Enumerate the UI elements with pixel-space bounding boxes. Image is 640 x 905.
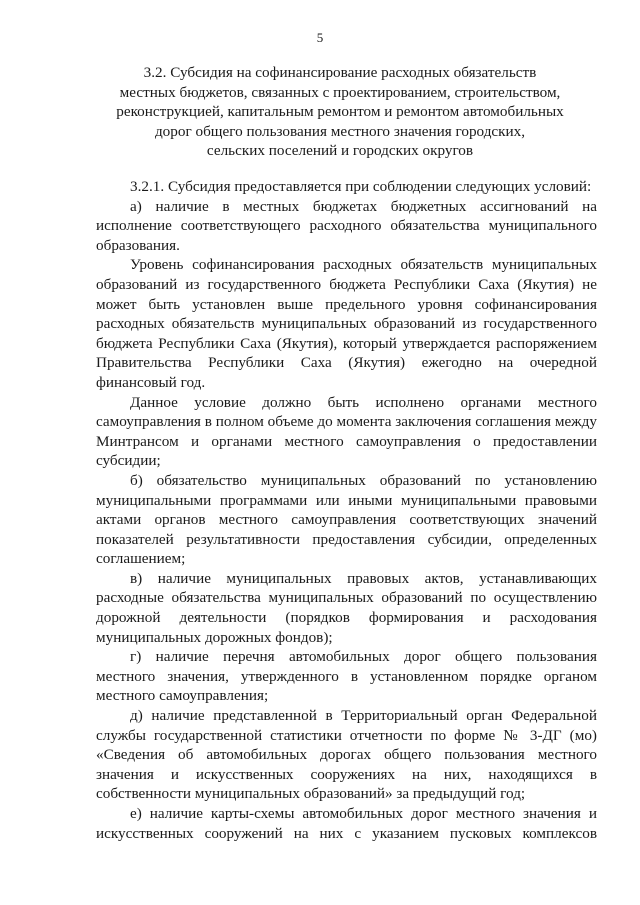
- heading-line: реконструкцией, капитальным ремонтом и ремонтом автомобильных: [116, 103, 564, 121]
- text-line: расходных обязательств муниципальных образований из государственного: [96, 315, 597, 333]
- paragraph-p5: [96, 471, 597, 569]
- paragraph-p3: [96, 255, 597, 392]
- text-line: е) наличие карты-схемы автомобильных дорог местного значения и: [130, 805, 597, 822]
- text-line: б) обязательство муниципальных образований по установлению: [130, 471, 597, 489]
- paragraph-p1: [96, 177, 597, 197]
- text-line: образований из государственного бюджета Республики Саха (Якутия) не: [96, 275, 597, 293]
- text-line: значения и искусственных сооружениях на них, находящихся в: [96, 765, 597, 783]
- text-line: Правительства Республики Саха (Якутия) ежегодно на очередной: [96, 354, 597, 372]
- page-number: 5: [316, 30, 324, 45]
- document-body: [96, 177, 597, 843]
- text-line: расходные обязательства муниципальных образований по осуществлению: [96, 589, 597, 607]
- text-line: местного самоуправления;: [96, 687, 269, 705]
- paragraph-p6: [96, 569, 597, 647]
- text-line: г) наличие перечня автомобильных дорог общего пользования: [130, 648, 597, 666]
- text-line: собственности муниципальных образований» за предыдущий год;: [96, 785, 526, 803]
- text-line: Данное условие должно быть исполнено органами местного: [130, 393, 597, 411]
- text-line: Уровень софинансирования расходных обязательств муниципальных: [130, 256, 597, 274]
- text-line: образования.: [96, 236, 180, 254]
- paragraph-p4: [96, 393, 597, 471]
- text-line: а) наличие в местных бюджетах бюджетных ассигнований на: [130, 197, 597, 215]
- paragraph-p8: [96, 706, 597, 804]
- text-line: самоуправления в полном объеме до момента заключения соглашения между: [96, 413, 597, 431]
- text-line: субсидии;: [96, 452, 161, 470]
- text-line: бюджета Республики Саха (Якутия), который утверждается распоряжением: [96, 334, 597, 352]
- paragraph-p7: [96, 647, 597, 706]
- text-line: соглашением;: [96, 550, 186, 568]
- paragraph-p9: [96, 804, 597, 843]
- text-line: финансовый год.: [96, 373, 206, 391]
- text-line: муниципальных дорожных фондов);: [96, 628, 333, 646]
- text-line: актами органов местного самоуправления соответствующих значений: [96, 511, 597, 529]
- text-line: в) наличие муниципальных правовых актов, устанавливающих: [130, 569, 597, 587]
- text-line: может быть установлен выше предельного уровня софинансирования: [96, 295, 597, 313]
- heading-line: 3.2. Субсидия на софинансирование расходных обязательств: [143, 64, 537, 81]
- text-line: исполнение соответствующего расходного обязательства муниципального: [96, 217, 597, 235]
- section-heading: [70, 63, 610, 161]
- text-line: муниципальными программами или иными муниципальными правовыми: [96, 491, 597, 509]
- text-line: д) наличие представленной в Территориальный орган Федеральной: [130, 707, 597, 725]
- text-line: 3.2.1. Субсидия предоставляется при соблюдении следующих условий:: [130, 178, 592, 195]
- text-line: «Сведения об автомобильных дорогах общего пользования местного: [96, 746, 597, 764]
- text-line: службы государственной статистики отчетности по форме № 3-ДГ (мо): [96, 726, 597, 744]
- heading-line: местных бюджетов, связанных с проектированием, строительством,: [119, 83, 561, 101]
- text-line: показателей результативности предоставления субсидии, определенных: [96, 530, 597, 548]
- heading-line: сельских поселений и городских округов: [206, 142, 474, 160]
- heading-line: дорог общего пользования местного значения городских,: [154, 122, 526, 140]
- text-line: искусственных сооружений на них с указанием пусковых комплексов: [96, 824, 597, 842]
- text-line: Минтрансом и органами местного самоуправления о предоставлении: [96, 432, 597, 450]
- text-line: дорожной деятельности (порядков формирования и расходования: [96, 609, 597, 627]
- text-line: местного значения, утвержденного в установленном порядке органом: [96, 667, 597, 685]
- paragraph-p2: [96, 197, 597, 256]
